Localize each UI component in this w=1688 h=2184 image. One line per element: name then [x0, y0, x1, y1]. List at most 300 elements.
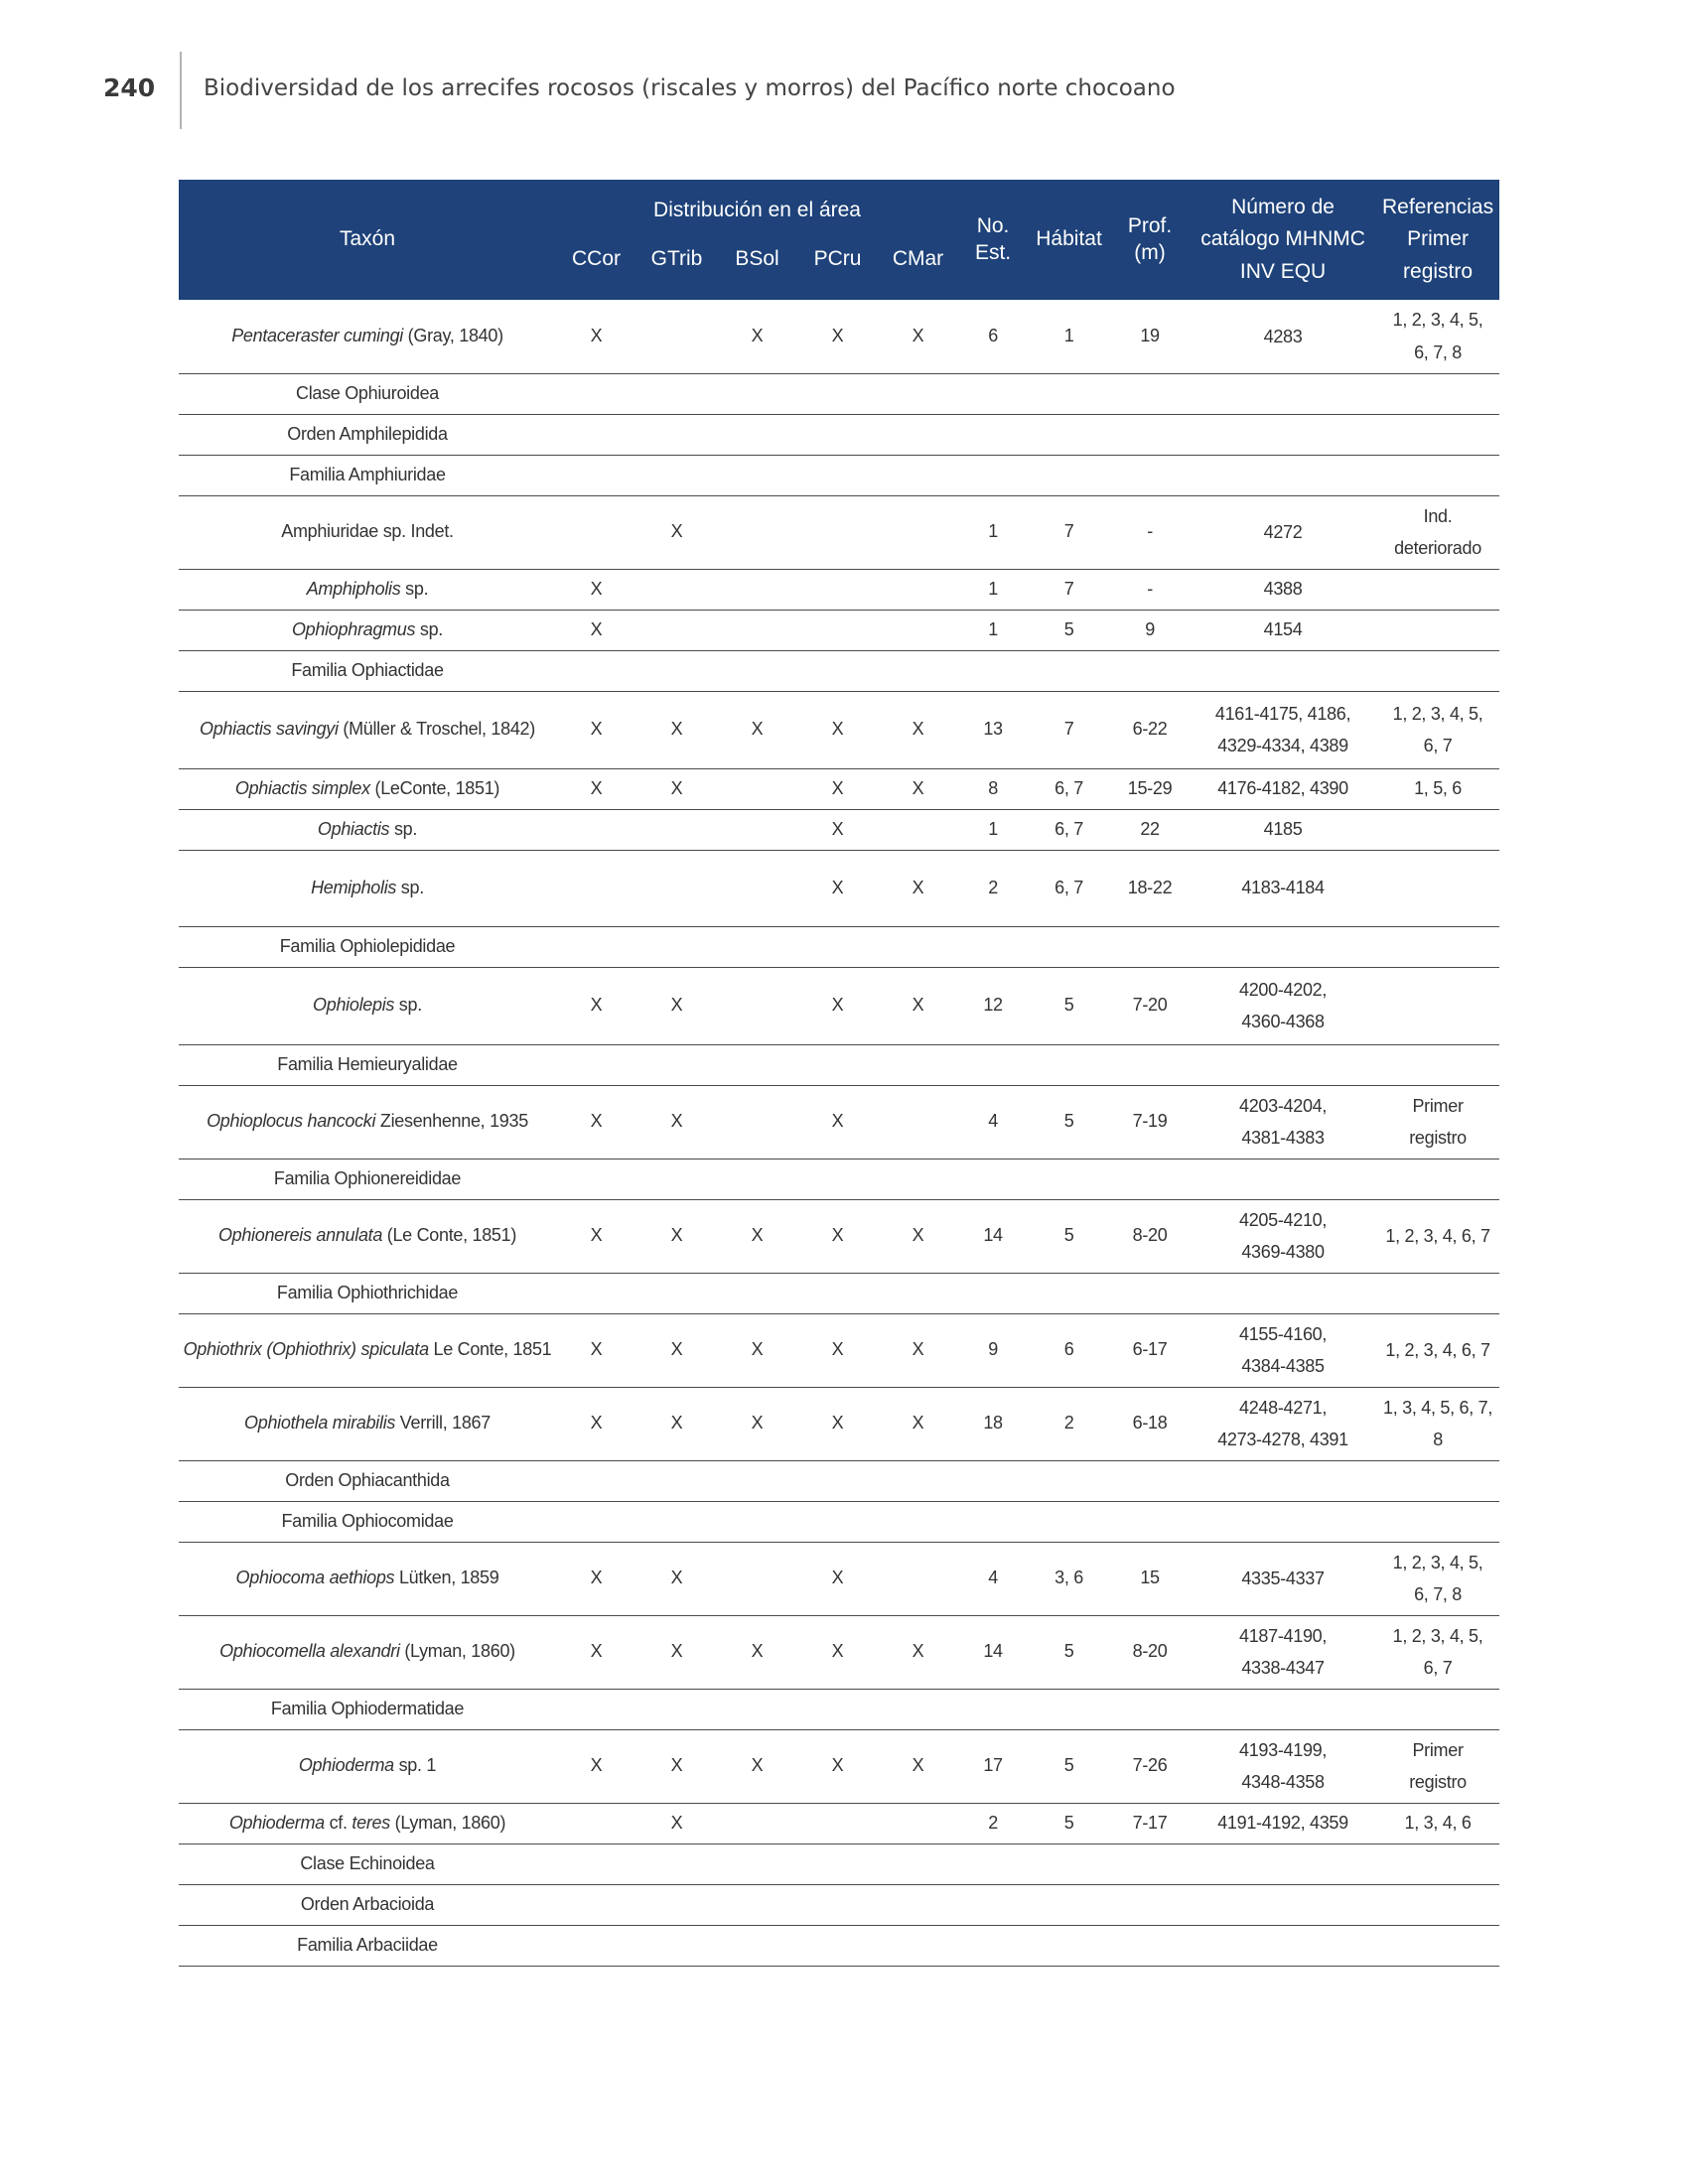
empty-cell	[636, 414, 717, 455]
dist-cmar-cell: X	[878, 300, 958, 373]
col-refs-line1: Referencias	[1382, 195, 1494, 218]
dist-pcru-cell: X	[797, 850, 878, 926]
species-name-authority: Le Conte, 1851	[428, 1339, 552, 1360]
species-row	[179, 850, 1499, 926]
dist-gtrib-cell: X	[636, 1803, 717, 1843]
dist-ccor-cell: X	[556, 691, 636, 768]
empty-cell	[958, 1501, 1028, 1542]
empty-cell	[1376, 1501, 1499, 1542]
species-name-authority: Ziesenhenne, 1935	[375, 1111, 528, 1132]
empty-cell	[797, 1044, 878, 1085]
empty-cell	[1110, 1159, 1190, 1199]
running-title: Biodiversidad de los arrecifes rocosos (riscales y morros) del Pacífico norte chocoano	[204, 75, 1176, 101]
dist-gtrib-cell	[636, 850, 717, 926]
species-name	[179, 1085, 556, 1159]
empty-cell	[1376, 926, 1499, 967]
empty-cell	[1190, 455, 1376, 495]
taxon-group-row	[179, 414, 1499, 455]
reference-line: 1, 2, 3, 4, 5,	[1392, 703, 1483, 724]
catalog-line: 4161-4175, 4186,	[1214, 703, 1351, 724]
species-name	[179, 1387, 556, 1460]
empty-cell	[1190, 650, 1376, 691]
col-depth	[1110, 180, 1190, 300]
col-catalog	[1190, 180, 1376, 300]
depth-cell: 7-20	[1110, 967, 1190, 1044]
dist-ccor-cell: X	[556, 1085, 636, 1159]
habitat-cell: 6, 7	[1028, 809, 1110, 850]
header-divider	[180, 52, 182, 129]
dist-ccor-cell: X	[556, 610, 636, 650]
catalog-cell	[1190, 610, 1376, 650]
catalog-cell	[1190, 300, 1376, 373]
empty-cell	[797, 414, 878, 455]
empty-cell	[556, 1159, 636, 1199]
empty-cell	[556, 1843, 636, 1884]
catalog-cell	[1190, 967, 1376, 1044]
dist-ccor-cell: X	[556, 1199, 636, 1273]
col-catalog-line1: Número de	[1231, 195, 1335, 218]
catalog-line: 4348-4358	[1241, 1772, 1325, 1792]
taxon-group-row	[179, 1689, 1499, 1729]
catalog-line: 4187-4190,	[1239, 1625, 1328, 1646]
taxon-group-row	[179, 1273, 1499, 1313]
habitat-cell: 2	[1028, 1387, 1110, 1460]
empty-cell	[797, 1460, 878, 1501]
species-row	[179, 610, 1499, 650]
species-name-italic: Ophiocomella alexandri	[219, 1641, 400, 1662]
reference-line: 6, 7	[1423, 1658, 1453, 1678]
empty-cell	[1376, 1689, 1499, 1729]
reference-line: registro	[1409, 1772, 1467, 1792]
stations-cell: 2	[958, 1803, 1028, 1843]
species-name-italic: Ophiocoma aethiops	[235, 1568, 395, 1588]
dist-ccor-cell: X	[556, 1615, 636, 1689]
references-cell	[1376, 610, 1499, 650]
dist-pcru-cell: X	[797, 1085, 878, 1159]
catalog-line: 4248-4271,	[1239, 1397, 1328, 1418]
dist-gtrib-cell	[636, 809, 717, 850]
empty-cell	[958, 1925, 1028, 1966]
empty-cell	[1376, 1044, 1499, 1085]
stations-cell: 1	[958, 809, 1028, 850]
col-pcru: PCru	[797, 223, 878, 300]
empty-cell	[1376, 1460, 1499, 1501]
reference-line: Primer	[1412, 1739, 1464, 1760]
stations-cell: 8	[958, 768, 1028, 809]
empty-cell	[958, 1044, 1028, 1085]
catalog-line: 4205-4210,	[1239, 1209, 1328, 1230]
dist-pcru-cell: X	[797, 691, 878, 768]
species-name	[179, 1199, 556, 1273]
dist-gtrib-cell: X	[636, 967, 717, 1044]
depth-cell: 6-18	[1110, 1387, 1190, 1460]
catalog-cell	[1190, 1803, 1376, 1843]
empty-cell	[878, 455, 958, 495]
empty-cell	[1376, 455, 1499, 495]
dist-cmar-cell	[878, 1542, 958, 1615]
catalog-line: 4338-4347	[1241, 1658, 1325, 1678]
dist-cmar-cell: X	[878, 1615, 958, 1689]
dist-gtrib-cell: X	[636, 1729, 717, 1803]
empty-cell	[797, 650, 878, 691]
table-body	[179, 300, 1499, 1966]
empty-cell	[1028, 926, 1110, 967]
depth-cell: 15	[1110, 1542, 1190, 1615]
taxon-group-row	[179, 1159, 1499, 1199]
species-name	[179, 967, 556, 1044]
species-row	[179, 1085, 1499, 1159]
dist-gtrib-cell: X	[636, 1615, 717, 1689]
habitat-cell: 5	[1028, 1615, 1110, 1689]
catalog-line: 4193-4199,	[1239, 1739, 1328, 1760]
habitat-cell: 5	[1028, 1199, 1110, 1273]
depth-cell: -	[1110, 569, 1190, 610]
species-name	[179, 850, 556, 926]
references-cell	[1376, 1387, 1499, 1460]
species-name-authority: cf.	[324, 1812, 352, 1833]
species-name	[179, 809, 556, 850]
taxon-group-label: Familia Ophiactidae	[179, 650, 556, 691]
dist-bsol-cell: X	[717, 1729, 797, 1803]
reference-line: 6, 7, 8	[1414, 341, 1463, 362]
dist-gtrib-cell: X	[636, 1199, 717, 1273]
empty-cell	[958, 1884, 1028, 1925]
empty-cell	[958, 373, 1028, 414]
empty-cell	[958, 1689, 1028, 1729]
empty-cell	[1110, 373, 1190, 414]
habitat-cell: 5	[1028, 1803, 1110, 1843]
dist-pcru-cell	[797, 495, 878, 569]
taxon-group-row	[179, 650, 1499, 691]
reference-line: 1, 2, 3, 4, 6, 7	[1385, 1225, 1490, 1246]
depth-cell: 18-22	[1110, 850, 1190, 926]
empty-cell	[1028, 1501, 1110, 1542]
empty-cell	[556, 1884, 636, 1925]
species-row	[179, 1313, 1499, 1387]
col-references	[1376, 180, 1499, 300]
stations-cell: 14	[958, 1615, 1028, 1689]
empty-cell	[1028, 650, 1110, 691]
empty-cell	[958, 414, 1028, 455]
dist-ccor-cell: X	[556, 1729, 636, 1803]
species-name-italic: Amphipholis	[306, 578, 401, 599]
depth-cell: 8-20	[1110, 1615, 1190, 1689]
species-name-italic: Ophioderma	[228, 1812, 325, 1833]
species-name-italic: Ophionereis annulata	[217, 1225, 383, 1246]
dist-bsol-cell: X	[717, 1615, 797, 1689]
dist-cmar-cell: X	[878, 967, 958, 1044]
empty-cell	[1028, 1044, 1110, 1085]
depth-cell: 7-26	[1110, 1729, 1190, 1803]
species-name-italic: Ophiophragmus	[291, 618, 416, 639]
catalog-line: 4273-4278, 4391	[1217, 1430, 1348, 1449]
empty-cell	[878, 373, 958, 414]
empty-cell	[878, 1925, 958, 1966]
dist-pcru-cell: X	[797, 1542, 878, 1615]
empty-cell	[556, 926, 636, 967]
reference-line: 1, 2, 3, 4, 5,	[1392, 1552, 1483, 1572]
empty-cell	[958, 926, 1028, 967]
empty-cell	[1110, 1884, 1190, 1925]
empty-cell	[556, 414, 636, 455]
dist-cmar-cell	[878, 1085, 958, 1159]
empty-cell	[1028, 373, 1110, 414]
empty-cell	[556, 373, 636, 414]
empty-cell	[1110, 1460, 1190, 1501]
catalog-cell	[1190, 1199, 1376, 1273]
dist-gtrib-cell: X	[636, 1542, 717, 1615]
references-cell	[1376, 1085, 1499, 1159]
species-name-italic: Pentaceraster cumingi	[231, 326, 403, 346]
empty-cell	[636, 373, 717, 414]
empty-cell	[797, 373, 878, 414]
empty-cell	[1110, 926, 1190, 967]
empty-cell	[1028, 1460, 1110, 1501]
habitat-cell: 5	[1028, 967, 1110, 1044]
species-name	[179, 1803, 556, 1843]
dist-bsol-cell	[717, 1542, 797, 1615]
species-name	[179, 495, 556, 569]
empty-cell	[1110, 1044, 1190, 1085]
catalog-line: 4185	[1263, 819, 1303, 840]
catalog-line: 4384-4385	[1241, 1356, 1325, 1376]
dist-bsol-cell: X	[717, 1199, 797, 1273]
dist-cmar-cell: X	[878, 691, 958, 768]
species-table	[179, 180, 1499, 1967]
empty-cell	[878, 926, 958, 967]
species-name-italic: Ophiothela mirabilis	[244, 1413, 396, 1433]
stations-cell: 1	[958, 610, 1028, 650]
empty-cell	[717, 1501, 797, 1542]
references-cell	[1376, 809, 1499, 850]
empty-cell	[556, 1689, 636, 1729]
dist-cmar-cell	[878, 610, 958, 650]
taxon-group-row	[179, 1925, 1499, 1966]
empty-cell	[1110, 414, 1190, 455]
taxon-group-label: Familia Hemieuryalidae	[179, 1044, 556, 1085]
dist-cmar-cell: X	[878, 1313, 958, 1387]
dist-cmar-cell: X	[878, 768, 958, 809]
dist-cmar-cell: X	[878, 850, 958, 926]
empty-cell	[1110, 1273, 1190, 1313]
species-row	[179, 495, 1499, 569]
stations-cell: 2	[958, 850, 1028, 926]
dist-bsol-cell	[717, 495, 797, 569]
species-name-authority: sp. 1	[393, 1755, 437, 1776]
catalog-line: 4155-4160,	[1239, 1323, 1328, 1344]
stations-cell: 12	[958, 967, 1028, 1044]
habitat-cell: 7	[1028, 569, 1110, 610]
empty-cell	[636, 650, 717, 691]
dist-cmar-cell	[878, 1803, 958, 1843]
dist-ccor-cell: X	[556, 768, 636, 809]
taxon-group-label: Orden Ophiacanthida	[179, 1460, 556, 1501]
empty-cell	[1190, 1159, 1376, 1199]
taxon-group-row	[179, 373, 1499, 414]
habitat-cell: 1	[1028, 300, 1110, 373]
empty-cell	[1190, 414, 1376, 455]
depth-cell: 6-22	[1110, 691, 1190, 768]
dist-pcru-cell	[797, 1803, 878, 1843]
species-row	[179, 300, 1499, 373]
species-name-italic: Ophioderma	[298, 1755, 394, 1776]
stations-cell: 6	[958, 300, 1028, 373]
catalog-line: 4369-4380	[1241, 1242, 1325, 1262]
taxon-group-label: Clase Echinoidea	[179, 1843, 556, 1884]
stations-cell: 1	[958, 495, 1028, 569]
references-cell	[1376, 691, 1499, 768]
reference-line: 1, 2, 3, 4, 5,	[1392, 1625, 1483, 1646]
empty-cell	[797, 926, 878, 967]
col-depth-line1: Prof.	[1127, 214, 1173, 238]
species-name-authority: (Le Conte, 1851)	[382, 1225, 517, 1246]
reference-line: 1, 2, 3, 4, 5,	[1392, 310, 1483, 331]
catalog-cell	[1190, 1387, 1376, 1460]
species-name-italic: Ophiothrix (Ophiothrix) spiculata	[183, 1339, 429, 1360]
empty-cell	[797, 1501, 878, 1542]
dist-cmar-cell: X	[878, 1729, 958, 1803]
empty-cell	[958, 650, 1028, 691]
dist-bsol-cell	[717, 850, 797, 926]
taxon-group-label: Familia Ophionereididae	[179, 1159, 556, 1199]
species-name-italic: Hemipholis	[311, 877, 397, 897]
catalog-line: 4176-4182, 4390	[1217, 778, 1348, 799]
empty-cell	[636, 455, 717, 495]
empty-cell	[1110, 455, 1190, 495]
col-stations-line2: Est.	[974, 240, 1012, 264]
catalog-line: 4360-4368	[1241, 1012, 1325, 1031]
empty-cell	[1110, 1925, 1190, 1966]
col-cmar: CMar	[878, 223, 958, 300]
catalog-line: 4381-4383	[1241, 1128, 1325, 1148]
references-cell	[1376, 569, 1499, 610]
empty-cell	[958, 1159, 1028, 1199]
dist-bsol-cell: X	[717, 691, 797, 768]
empty-cell	[1190, 1925, 1376, 1966]
references-cell	[1376, 1199, 1499, 1273]
taxon-group-label: Familia Ophiolepididae	[179, 926, 556, 967]
depth-cell: 15-29	[1110, 768, 1190, 809]
col-depth-line2: (m)	[1134, 240, 1166, 264]
dist-cmar-cell	[878, 495, 958, 569]
empty-cell	[797, 1273, 878, 1313]
empty-cell	[1376, 373, 1499, 414]
empty-cell	[1110, 650, 1190, 691]
dist-pcru-cell: X	[797, 300, 878, 373]
stations-cell: 13	[958, 691, 1028, 768]
species-row	[179, 1803, 1499, 1843]
empty-cell	[1376, 1843, 1499, 1884]
empty-cell	[878, 1460, 958, 1501]
taxon-group-row	[179, 1884, 1499, 1925]
dist-ccor-cell: X	[556, 967, 636, 1044]
species-name-authority: Lütken, 1859	[394, 1568, 499, 1588]
habitat-cell: 5	[1028, 610, 1110, 650]
stations-cell: 14	[958, 1199, 1028, 1273]
empty-cell	[717, 414, 797, 455]
species-name-authority-2: (Lyman, 1860)	[389, 1812, 506, 1833]
references-cell	[1376, 300, 1499, 373]
empty-cell	[1376, 650, 1499, 691]
empty-cell	[556, 1501, 636, 1542]
empty-cell	[958, 1843, 1028, 1884]
empty-cell	[797, 1884, 878, 1925]
species-name	[179, 610, 556, 650]
empty-cell	[556, 650, 636, 691]
stations-cell: 4	[958, 1085, 1028, 1159]
empty-cell	[1028, 1689, 1110, 1729]
empty-cell	[717, 1925, 797, 1966]
empty-cell	[1028, 455, 1110, 495]
species-row	[179, 768, 1499, 809]
stations-cell: 1	[958, 569, 1028, 610]
reference-line: 1, 2, 3, 4, 6, 7	[1385, 1339, 1490, 1360]
empty-cell	[1376, 1884, 1499, 1925]
empty-cell	[636, 1044, 717, 1085]
reference-line: registro	[1409, 1128, 1467, 1148]
dist-gtrib-cell: X	[636, 1085, 717, 1159]
species-name-italic: Ophiactis savingyi	[200, 719, 339, 740]
catalog-line: 4329-4334, 4389	[1217, 736, 1348, 755]
depth-cell: 7-17	[1110, 1803, 1190, 1843]
empty-cell	[717, 1843, 797, 1884]
empty-cell	[717, 1884, 797, 1925]
dist-bsol-cell	[717, 1085, 797, 1159]
species-row	[179, 691, 1499, 768]
catalog-line: 4388	[1263, 579, 1303, 600]
depth-cell: 7-19	[1110, 1085, 1190, 1159]
empty-cell	[1110, 1501, 1190, 1542]
col-catalog-line2: catálogo MHNMC	[1200, 227, 1365, 251]
dist-bsol-cell	[717, 569, 797, 610]
depth-cell: 8-20	[1110, 1199, 1190, 1273]
references-cell	[1376, 1542, 1499, 1615]
taxon-group-row	[179, 1044, 1499, 1085]
dist-pcru-cell: X	[797, 1387, 878, 1460]
empty-cell	[1190, 1501, 1376, 1542]
dist-pcru-cell: X	[797, 809, 878, 850]
dist-ccor-cell	[556, 1803, 636, 1843]
references-cell	[1376, 1729, 1499, 1803]
col-gtrib: GTrib	[636, 223, 717, 300]
empty-cell	[797, 1925, 878, 1966]
species-name	[179, 1729, 556, 1803]
dist-bsol-cell	[717, 1803, 797, 1843]
empty-cell	[1028, 414, 1110, 455]
catalog-cell	[1190, 768, 1376, 809]
catalog-cell	[1190, 495, 1376, 569]
page-number: 240	[103, 73, 156, 102]
dist-gtrib-cell: X	[636, 495, 717, 569]
dist-ccor-cell	[556, 850, 636, 926]
empty-cell	[717, 373, 797, 414]
species-name	[179, 1542, 556, 1615]
col-bsol: BSol	[717, 223, 797, 300]
references-cell	[1376, 1615, 1499, 1689]
species-name	[179, 300, 556, 373]
empty-cell	[958, 455, 1028, 495]
empty-cell	[636, 1460, 717, 1501]
empty-cell	[878, 1689, 958, 1729]
empty-cell	[1190, 1273, 1376, 1313]
col-habitat: Hábitat	[1028, 180, 1110, 300]
catalog-cell	[1190, 1615, 1376, 1689]
empty-cell	[878, 1159, 958, 1199]
catalog-cell	[1190, 850, 1376, 926]
taxon-group-row	[179, 1843, 1499, 1884]
dist-ccor-cell	[556, 495, 636, 569]
table-header	[179, 180, 1499, 300]
